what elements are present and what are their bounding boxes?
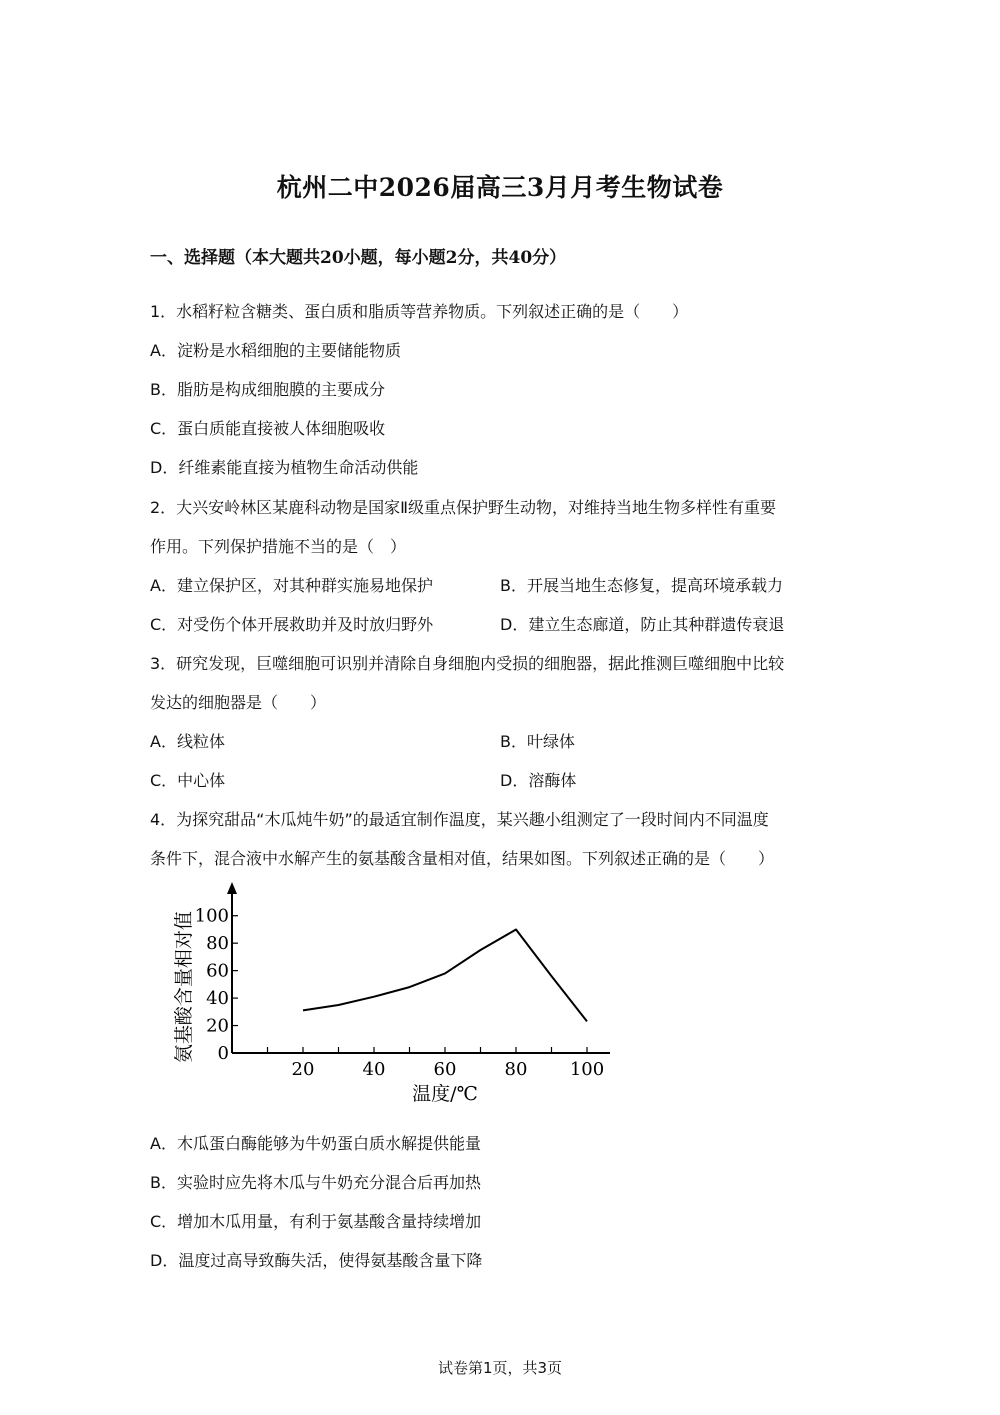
q2-option-d: D．建立生态廊道，防止其种群遗传衰退 bbox=[500, 615, 785, 634]
y-axis-arrow bbox=[227, 882, 237, 894]
chart-series bbox=[303, 930, 587, 1022]
q4-option-b: B．实验时应先将木瓜与牛奶充分混合后再加热 bbox=[150, 1173, 481, 1192]
q1-option-b: B．脂肪是构成细胞膜的主要成分 bbox=[150, 380, 385, 399]
amino-acid-temperature-chart bbox=[160, 880, 610, 1114]
y-tick-label: 100 bbox=[194, 905, 229, 927]
x-tick-label: 100 bbox=[569, 1059, 605, 1080]
q4-option-d: D．温度过高导致酶失活，使得氨基酸含量下降 bbox=[150, 1251, 483, 1270]
y-tick-label: 40 bbox=[206, 988, 229, 1010]
q3-option-c: C．中心体 bbox=[150, 771, 226, 790]
y-tick-label: 20 bbox=[206, 1015, 229, 1037]
q2-stem-line1: 2．大兴安岭林区某鹿科动物是国家Ⅱ级重点保护野生动物，对维持当地生物多样性有重要 bbox=[150, 498, 777, 517]
q3-option-a: A．线粒体 bbox=[150, 732, 225, 751]
y-tick-label: 80 bbox=[206, 933, 229, 955]
q3-stem-line1: 3．研究发现，巨噬细胞可识别并清除自身细胞内受损的细胞器，据此推测巨噬细胞中比较 bbox=[150, 654, 785, 673]
q3-option-b: B．叶绿体 bbox=[500, 732, 575, 751]
x-tick-label: 60 bbox=[433, 1059, 457, 1080]
chart-svg bbox=[160, 880, 610, 1110]
y-axis-label: 氨基酸含量相对值 bbox=[173, 911, 195, 1064]
q4-option-c: C．增加木瓜用量，有利于氨基酸含量持续增加 bbox=[150, 1212, 482, 1231]
q4-option-a: A．木瓜蛋白酶能够为牛奶蛋白质水解提供能量 bbox=[150, 1134, 481, 1153]
q2-option-c: C．对受伤个体开展救助并及时放归野外 bbox=[150, 615, 434, 634]
q4-stem-line1: 4．为探究甜品“木瓜炖牛奶”的最适宜制作温度，某兴趣小组测定了一段时间内不同温度 bbox=[150, 810, 769, 829]
section-heading: 一、选择题（本大题共20小题，每小题2分，共40分） bbox=[150, 248, 567, 268]
x-axis-label: 温度/℃ bbox=[412, 1083, 478, 1105]
x-tick-label: 80 bbox=[504, 1059, 528, 1080]
q3-stem-line2: 发达的细胞器是（ ） bbox=[150, 693, 327, 712]
y-tick-label: 60 bbox=[206, 960, 229, 982]
series-line bbox=[303, 930, 587, 1022]
q2-option-a: A．建立保护区，对其种群实施易地保护 bbox=[150, 576, 433, 595]
x-tick-label: 20 bbox=[291, 1059, 315, 1080]
q1-stem: 1．水稻籽粒含糖类、蛋白质和脂质等营养物质。下列叙述正确的是（ ） bbox=[150, 302, 689, 321]
q1-option-c: C．蛋白质能直接被人体细胞吸收 bbox=[150, 419, 386, 438]
y-tick-label: 0 bbox=[217, 1043, 229, 1064]
q1-option-d: D．纤维素能直接为植物生命活动供能 bbox=[150, 458, 419, 477]
q1-option-a: A．淀粉是水稻细胞的主要储能物质 bbox=[150, 341, 401, 360]
x-tick-label: 40 bbox=[362, 1059, 386, 1080]
chart-axes bbox=[227, 882, 610, 1058]
q2-stem-line2: 作用。下列保护措施不当的是（ ） bbox=[150, 537, 407, 556]
q2-option-b: B．开展当地生态修复，提高环境承载力 bbox=[500, 576, 783, 595]
page-footer: 试卷第1页，共3页 bbox=[437, 1359, 563, 1377]
q4-stem-line2: 条件下，混合液中水解产生的氨基酸含量相对值，结果如图。下列叙述正确的是（ ） bbox=[150, 849, 775, 868]
q3-option-d: D．溶酶体 bbox=[500, 771, 577, 790]
exam-title: 杭州二中2026届高三3月月考生物试卷 bbox=[276, 173, 724, 202]
